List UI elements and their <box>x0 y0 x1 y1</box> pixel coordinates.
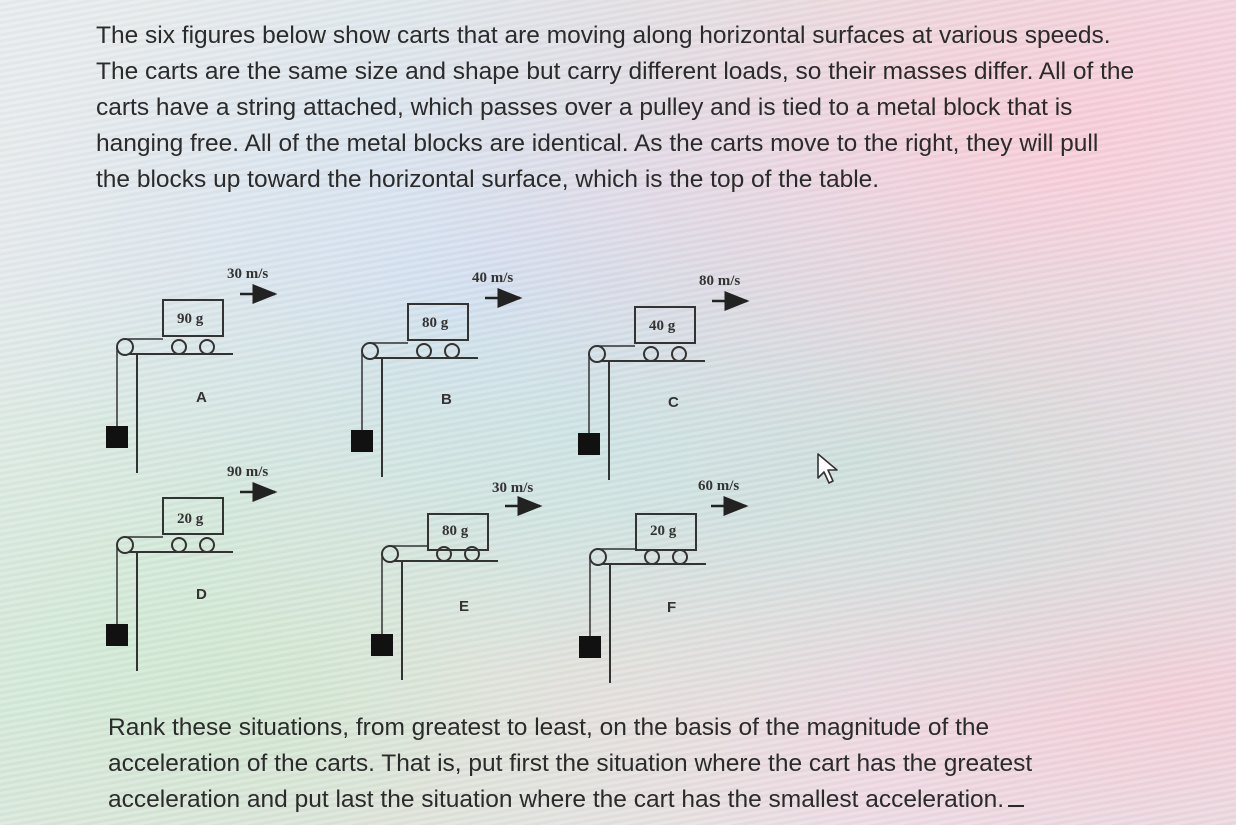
figure-a <box>106 266 275 473</box>
problem-intro-text: The six figures below show carts that are moving along horizontal surfaces at various speeds. The carts are the same size and shape but carry different loads, so their masses differ. All of the carts have a string attached, which passes over a pulley and is tied to a metal block that is hanging free. All of the metal blocks are identical. As the carts move to the right, they will pull the blocks up toward the horizontal surface, which is the top of the table. <box>96 22 1135 193</box>
speed-label-a: 30 m/s <box>227 266 269 282</box>
wheel-c-2 <box>672 347 686 361</box>
figure-f <box>579 478 746 683</box>
mass-label-a: 90 g <box>177 311 204 327</box>
wheel-d-2 <box>200 538 214 552</box>
figure-d <box>106 464 275 671</box>
mass-label-c: 40 g <box>649 318 676 334</box>
hanging-block-a <box>106 426 128 448</box>
wheel-b-1 <box>417 344 431 358</box>
mass-label-e: 80 g <box>442 523 469 539</box>
speed-label-f: 60 m/s <box>698 478 740 494</box>
speed-label-d: 90 m/s <box>227 464 269 480</box>
figure-letter-e: E <box>459 598 470 615</box>
question-text <box>108 710 1108 818</box>
wheel-a-1 <box>172 340 186 354</box>
answer-blank[interactable] <box>1008 805 1024 807</box>
figure-letter-a: A <box>196 389 207 406</box>
pulley-e <box>382 546 398 562</box>
wheel-f-1 <box>645 550 659 564</box>
speed-label-e: 30 m/s <box>492 480 534 496</box>
hand-cursor-icon <box>815 452 841 486</box>
pulley-b <box>362 343 378 359</box>
pulley-a <box>117 339 133 355</box>
wheel-c-1 <box>644 347 658 361</box>
figure-letter-d: D <box>196 586 207 603</box>
figure-letter-c: C <box>668 394 679 411</box>
wheel-f-2 <box>673 550 687 564</box>
mass-label-f: 20 g <box>650 523 677 539</box>
figure-b <box>351 270 520 477</box>
speed-label-b: 40 m/s <box>472 270 514 286</box>
wheel-b-2 <box>445 344 459 358</box>
wheel-d-1 <box>172 538 186 552</box>
hanging-block-f <box>579 636 601 658</box>
figure-c <box>578 273 747 480</box>
hanging-block-d <box>106 624 128 646</box>
figure-e <box>371 480 540 680</box>
pulley-d <box>117 537 133 553</box>
question-prompt: Rank these situations, from greatest to least, on the basis of the magnitude of the acceleration of the carts. That is, put first the situation where the cart has the greatest acceleration and put last the situation where the cart has the smallest acceleration. <box>108 714 1033 813</box>
mass-label-b: 80 g <box>422 315 449 331</box>
hanging-block-b <box>351 430 373 452</box>
hanging-block-e <box>371 634 393 656</box>
mass-label-d: 20 g <box>177 511 204 527</box>
hanging-block-c <box>578 433 600 455</box>
pulley-f <box>590 549 606 565</box>
speed-label-c: 80 m/s <box>699 273 741 289</box>
figure-letter-f: F <box>667 599 677 616</box>
pulley-c <box>589 346 605 362</box>
wheel-a-2 <box>200 340 214 354</box>
figure-letter-b: B <box>441 391 452 408</box>
